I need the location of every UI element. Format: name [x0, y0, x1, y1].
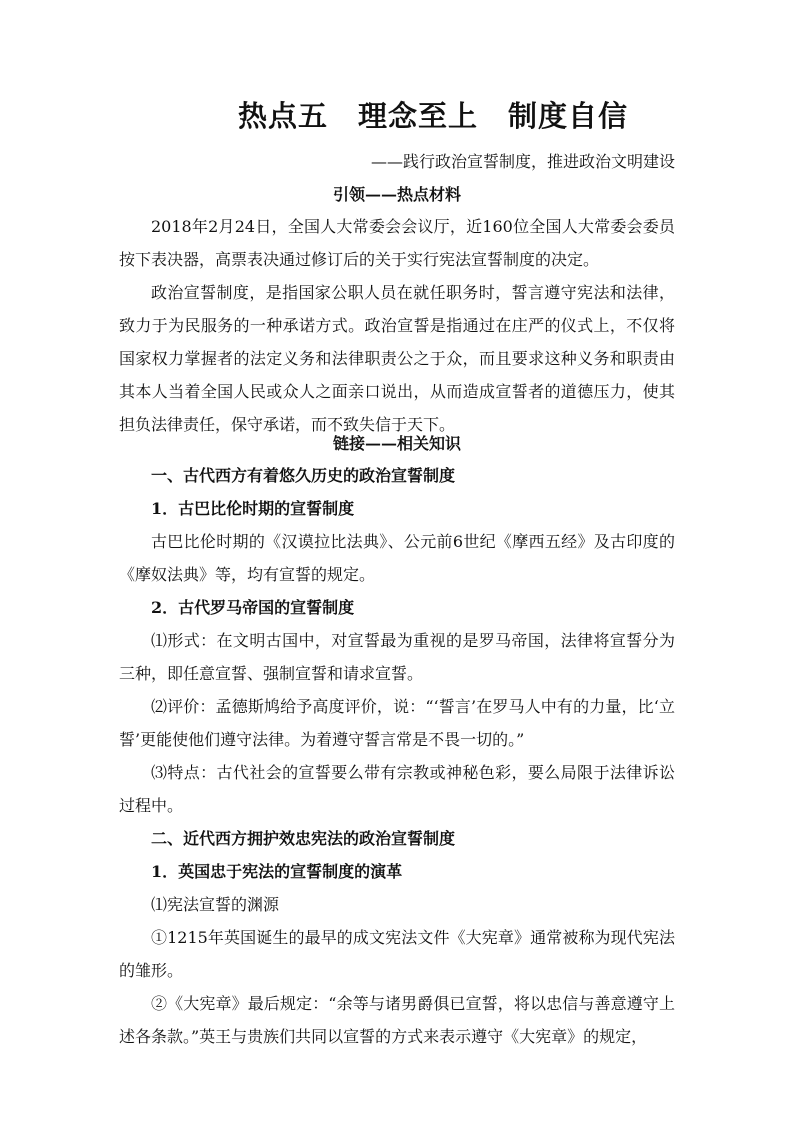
heading-rome: 2．古代罗马帝国的宣誓制度 [151, 598, 355, 617]
paragraph-babylon: 古巴比伦时期的《汉谟拉比法典》、公元前6世纪《摩西五经》及古印度的《摩奴法典》等，均有宣誓的规定。 [119, 532, 675, 584]
paragraph-rome-form: ⑴形式：在文明古国中，对宣誓最为重视的是罗马帝国，法律将宣誓分为三种，即任意宣誓、强制宣誓和请求宣誓。 [119, 631, 675, 683]
paragraph-magna-carta: ①1215年英国诞生的最早的成文宪法文件《大宪章》通常被称为现代宪法的雏形。 [119, 928, 675, 980]
paragraph-rome-features: ⑶特点：古代社会的宣誓要么带有宗教或神秘色彩，要么局限于法律诉讼过程中。 [119, 763, 675, 815]
paragraph-2: 政治宣誓制度，是指国家公职人员在就任职务时，誓言遵守宪法和法律，致力于为民服务的一种承诺方式。政治宣誓是指通过在庄严的仪式上，不仅将国家权力掌握者的法定义务和法律职责公之于众，而且要求这种义务和职责由其本人当着全国人民或众人之面亲口说出，从而造成宣誓者的道德压力，使其担负法律责任，保守承诺，而不致失信于天下。 [119, 283, 675, 434]
section-heading-knowledge: 链接——相关知识 [332, 434, 461, 453]
paragraph-rome-evaluation: ⑵评价：孟德斯鸠给予高度评价，说：“‘誓言’在罗马人中有的力量，比‘立誓’更能使他们遵守法律。为着遵守誓言常是不畏一切的。” [119, 697, 675, 749]
paragraph-1: 2018年2月24日，全国人大常委会会议厅，近160位全国人大常委会委员按下表决器，高票表决通过修订后的关于实行宪法宣誓制度的决定。 [119, 217, 675, 269]
heading-modern-west: 二、近代西方拥护效忠宪法的政治宣誓制度 [151, 829, 456, 848]
paragraph-magna-carta-oath: ②《大宪章》最后规定：“余等与诸男爵俱已宣誓，将以忠信与善意遵守上述各条款。”英王与贵族们共同以宣誓的方式来表示遵守《大宪章》的规定， [119, 994, 675, 1046]
page-subtitle: ——践行政治宣誓制度，推进政治文明建设 [370, 152, 675, 171]
paragraph-origin: ⑴宪法宣誓的渊源 [151, 895, 280, 914]
heading-ancient-west: 一、古代西方有着悠久历史的政治宣誓制度 [151, 466, 456, 485]
heading-britain: 1．英国忠于宪法的宣誓制度的演革 [151, 862, 403, 881]
section-heading-materials: 引领——热点材料 [332, 185, 461, 204]
page-title: 热点五 理念至上 制度自信 [238, 99, 629, 133]
heading-babylon: 1．古巴比伦时期的宣誓制度 [151, 499, 355, 518]
